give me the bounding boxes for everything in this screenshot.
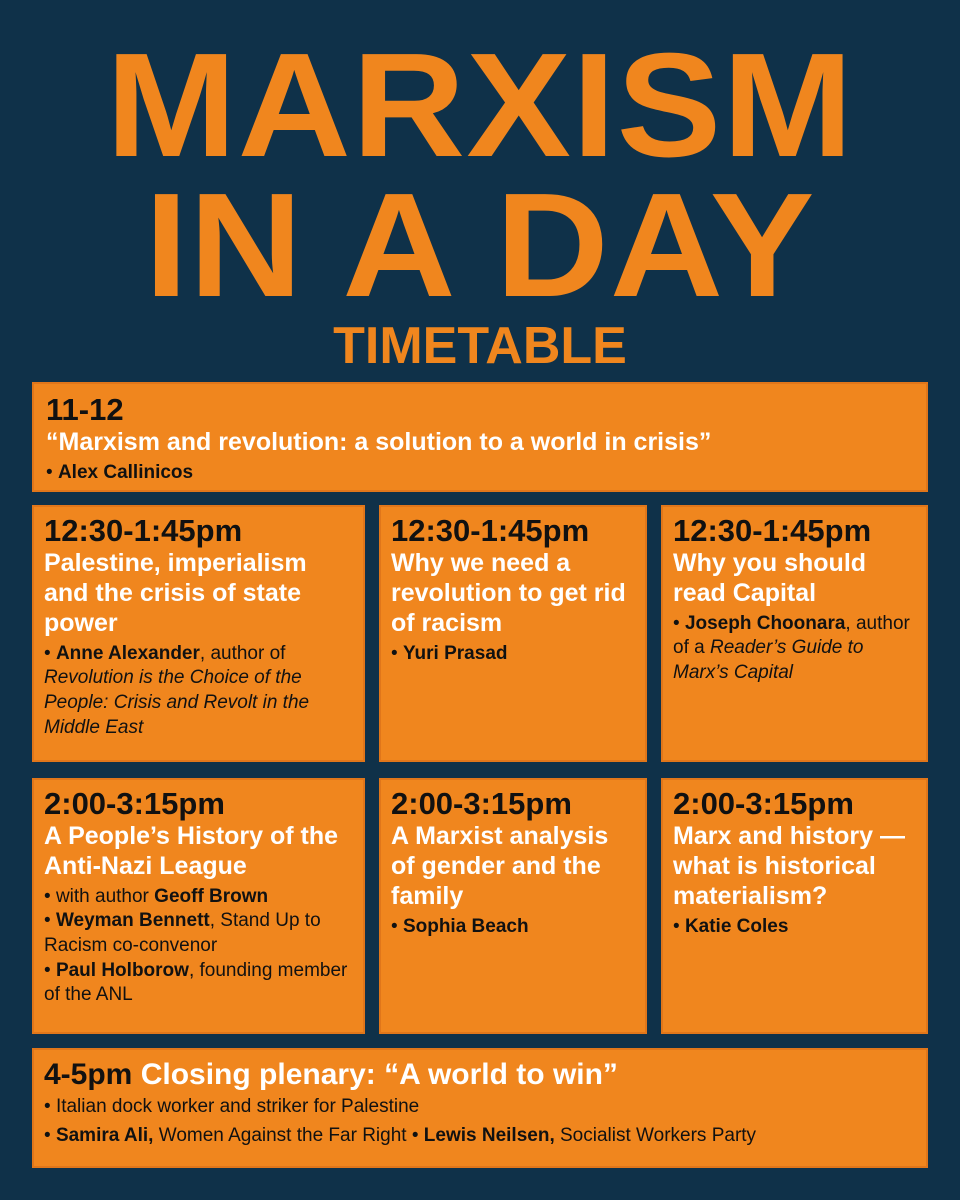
- bullet: •: [673, 612, 680, 634]
- session-speaker: • Alex Callinicos: [46, 461, 194, 483]
- closing-heading: [44, 1058, 916, 1091]
- session-time: 12:30-1:45pm: [44, 513, 243, 548]
- session-racism: [379, 505, 647, 762]
- session-capital: [661, 505, 928, 762]
- closing-line-1: • Italian dock worker and striker for Palestine: [44, 1096, 420, 1117]
- session-speaker: • Yuri Prasad: [391, 642, 508, 664]
- session-title: Palestine, imperialism and the crisis of state power: [44, 548, 307, 637]
- bullet: •: [44, 959, 51, 981]
- session-time: 12:30-1:45pm: [391, 513, 590, 548]
- session-time: 2:00-3:15pm: [391, 786, 572, 821]
- session-anl: [32, 778, 365, 1034]
- session-time: 4-5pm: [44, 1058, 133, 1091]
- session-speaker: • Katie Coles: [673, 915, 789, 937]
- bullet: •: [44, 1096, 51, 1117]
- session-speaker: • Sophia Beach: [391, 915, 529, 937]
- session-history: [661, 778, 928, 1034]
- bullet: •: [391, 642, 398, 664]
- title-line-2: IN A DAY: [144, 163, 816, 328]
- session-closing: [32, 1048, 928, 1168]
- session-title: Closing plenary: “A world to win”: [140, 1058, 618, 1091]
- bullet: •: [44, 1124, 51, 1146]
- session-gender: [379, 778, 647, 1034]
- session-title: Marx and history — what is historical materialism?: [673, 821, 905, 910]
- session-speaker: • with author Geoff Brown • Weyman Bennett, Stand Up to Racism co-convenor • Paul Holborow, founding member of the ANL: [44, 885, 348, 1006]
- bullet: •: [46, 461, 53, 483]
- session-opening: [32, 382, 928, 492]
- subtitle: TIMETABLE: [333, 317, 627, 375]
- session-title: “Marxism and revolution: a solution to a world in crisis”: [46, 427, 712, 456]
- session-speaker: • Anne Alexander, author of Revolution is the Choice of the People: Crisis and Revolt in the Middle East: [44, 642, 310, 738]
- closing-speakers: • Samira Ali, Women Against the Far Right • Lewis Neilsen, Socialist Workers Party: [44, 1124, 757, 1146]
- bullet: •: [411, 1124, 419, 1146]
- bullet: •: [391, 915, 398, 937]
- session-title: A Marxist analysis of gender and the family: [391, 821, 609, 910]
- session-time: 2:00-3:15pm: [44, 786, 225, 821]
- session-palestine: [32, 505, 365, 762]
- title-line-1: MARXISM: [105, 23, 855, 188]
- session-title: Why we need a revolution to get rid of racism: [391, 548, 626, 637]
- session-speaker: • Joseph Choonara, author of a Reader’s Guide to Marx’s Capital: [673, 612, 910, 683]
- bullet: •: [44, 642, 51, 664]
- session-title: A People’s History of the Anti-Nazi League: [44, 821, 339, 880]
- bullet: •: [673, 915, 680, 937]
- bullet: •: [44, 910, 51, 932]
- session-time: 11-12: [46, 392, 124, 427]
- session-title: Why you should read Capital: [673, 548, 867, 607]
- session-time: 12:30-1:45pm: [673, 513, 872, 548]
- session-time: 2:00-3:15pm: [673, 786, 854, 821]
- bullet: •: [44, 885, 51, 907]
